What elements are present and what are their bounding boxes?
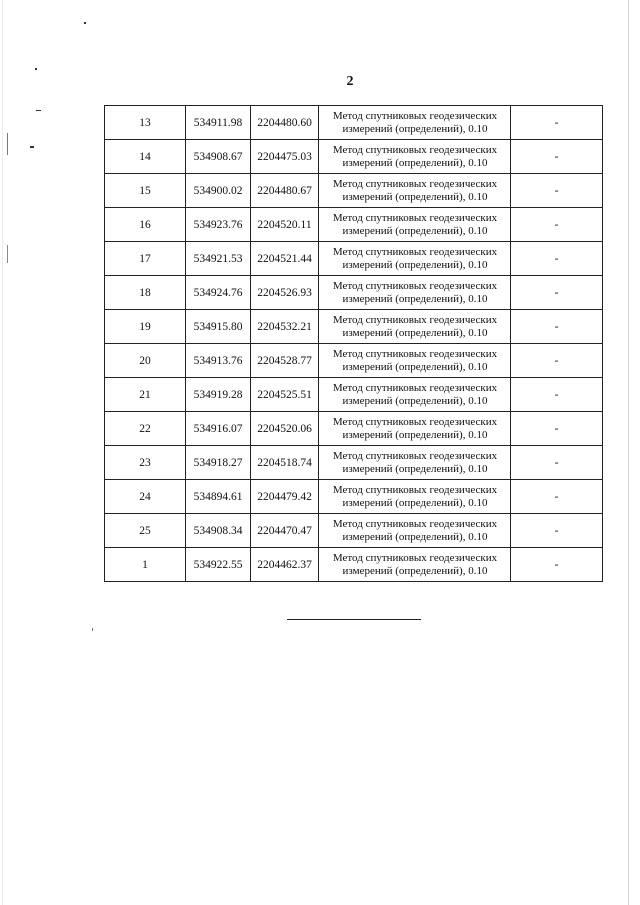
table-row (105, 412, 603, 446)
y-coordinate-cell: 2204480.67 (251, 174, 319, 208)
method-text-line: измерений (определений), 0.10 (342, 496, 488, 509)
y-coordinate-cell: 2204525.51 (251, 378, 319, 412)
point-number-cell: 18 (105, 276, 186, 310)
x-coordinate-cell: 534911.98 (186, 106, 251, 140)
y-coordinate-cell: 2204475.03 (251, 140, 319, 174)
y-coordinate-cell: 2204470.47 (251, 514, 319, 548)
x-coordinate-cell: 534923.76 (186, 208, 251, 242)
y-coordinate-cell: 2204518.74 (251, 446, 319, 480)
method-text-line: Метод спутниковых геодезических (332, 517, 498, 530)
table-row (105, 446, 603, 480)
y-coordinate-cell: 2204520.06 (251, 412, 319, 446)
table-row (105, 480, 603, 514)
method-cell (319, 140, 511, 174)
method-text-line: измерений (определений), 0.10 (342, 360, 488, 373)
description-cell: - (511, 412, 603, 446)
table-row (105, 514, 603, 548)
method-text-line: измерений (определений), 0.10 (342, 190, 488, 203)
method-text-line: измерений (определений), 0.10 (342, 530, 488, 543)
y-coordinate-cell: 2204532.21 (251, 310, 319, 344)
scan-speck (36, 110, 41, 111)
point-number-cell: 15 (105, 174, 186, 208)
method-text-line: измерений (определений), 0.10 (342, 224, 488, 237)
y-coordinate-cell: 2204528.77 (251, 344, 319, 378)
description-cell: - (511, 378, 603, 412)
table-row (105, 276, 603, 310)
table-row (105, 344, 603, 378)
y-coordinate-cell: 2204462.37 (251, 548, 319, 582)
x-coordinate-cell: 534918.27 (186, 446, 251, 480)
description-cell: - (511, 140, 603, 174)
x-coordinate-cell: 534919.28 (186, 378, 251, 412)
method-text-line: измерений (определений), 0.10 (342, 564, 488, 577)
scan-speck (92, 628, 93, 631)
description-cell: - (511, 310, 603, 344)
method-cell (319, 310, 511, 344)
method-text-line: Метод спутниковых геодезических (332, 177, 498, 190)
point-number-cell: 17 (105, 242, 186, 276)
point-number-cell: 20 (105, 344, 186, 378)
x-coordinate-cell: 534908.34 (186, 514, 251, 548)
table-row (105, 106, 603, 140)
method-text-line: Метод спутниковых геодезических (332, 279, 498, 292)
point-number-cell: 16 (105, 208, 186, 242)
scan-right-edge (628, 0, 629, 905)
table-row (105, 242, 603, 276)
x-coordinate-cell: 534924.76 (186, 276, 251, 310)
table-row (105, 310, 603, 344)
x-coordinate-cell: 534921.53 (186, 242, 251, 276)
description-cell: - (511, 480, 603, 514)
description-cell: - (511, 174, 603, 208)
method-text-line: Метод спутниковых геодезических (332, 109, 498, 122)
method-text-line: Метод спутниковых геодезических (332, 449, 498, 462)
point-number-cell: 25 (105, 514, 186, 548)
point-number-cell: 23 (105, 446, 186, 480)
description-cell: - (511, 242, 603, 276)
page-number: 2 (346, 74, 354, 89)
table-row (105, 140, 603, 174)
method-text-line: Метод спутниковых геодезических (332, 415, 498, 428)
description-cell: - (511, 208, 603, 242)
description-cell: - (511, 514, 603, 548)
method-cell (319, 378, 511, 412)
method-cell (319, 242, 511, 276)
method-cell (319, 344, 511, 378)
x-coordinate-cell: 534915.80 (186, 310, 251, 344)
y-coordinate-cell: 2204479.42 (251, 480, 319, 514)
point-number-cell: 1 (105, 548, 186, 582)
method-text-line: измерений (определений), 0.10 (342, 156, 488, 169)
point-number-cell: 24 (105, 480, 186, 514)
method-cell (319, 106, 511, 140)
scan-speck (30, 146, 34, 148)
coordinates-table-body (105, 106, 603, 582)
method-text-line: Метод спутниковых геодезических (332, 245, 498, 258)
method-text-line: измерений (определений), 0.10 (342, 326, 488, 339)
method-text-line: Метод спутниковых геодезических (332, 551, 498, 564)
method-text-line: Метод спутниковых геодезических (332, 211, 498, 224)
method-text-line: измерений (определений), 0.10 (342, 462, 488, 475)
method-text-line: измерений (определений), 0.10 (342, 394, 488, 407)
y-coordinate-cell: 2204521.44 (251, 242, 319, 276)
description-cell: - (511, 548, 603, 582)
point-number-cell: 19 (105, 310, 186, 344)
scan-speck (35, 68, 37, 70)
method-text-line: Метод спутниковых геодезических (332, 313, 498, 326)
description-cell: - (511, 446, 603, 480)
coordinates-table (104, 105, 603, 582)
description-cell: - (511, 106, 603, 140)
method-text-line: измерений (определений), 0.10 (342, 122, 488, 135)
table-row (105, 548, 603, 582)
description-cell: - (511, 276, 603, 310)
method-cell (319, 446, 511, 480)
point-number-cell: 14 (105, 140, 186, 174)
y-coordinate-cell: 2204526.93 (251, 276, 319, 310)
scan-left-edge (2, 0, 3, 905)
x-coordinate-cell: 534916.07 (186, 412, 251, 446)
y-coordinate-cell: 2204480.60 (251, 106, 319, 140)
point-number-cell: 13 (105, 106, 186, 140)
x-coordinate-cell: 534894.61 (186, 480, 251, 514)
method-cell (319, 514, 511, 548)
table-row (105, 378, 603, 412)
method-text-line: Метод спутниковых геодезических (332, 381, 498, 394)
method-cell (319, 276, 511, 310)
method-text-line: Метод спутниковых геодезических (332, 347, 498, 360)
method-text-line: измерений (определений), 0.10 (342, 258, 488, 271)
scan-speck (7, 133, 8, 155)
scan-speck (84, 22, 86, 24)
method-cell (319, 208, 511, 242)
method-text-line: Метод спутниковых геодезических (332, 483, 498, 496)
method-text-line: измерений (определений), 0.10 (342, 428, 488, 441)
x-coordinate-cell: 534900.02 (186, 174, 251, 208)
table-row (105, 208, 603, 242)
method-cell (319, 174, 511, 208)
x-coordinate-cell: 534922.55 (186, 548, 251, 582)
description-cell: - (511, 344, 603, 378)
y-coordinate-cell: 2204520.11 (251, 208, 319, 242)
method-cell (319, 548, 511, 582)
method-cell (319, 412, 511, 446)
method-text-line: Метод спутниковых геодезических (332, 143, 498, 156)
method-cell (319, 480, 511, 514)
signature-line (287, 619, 421, 620)
point-number-cell: 22 (105, 412, 186, 446)
scan-speck (7, 245, 8, 263)
x-coordinate-cell: 534913.76 (186, 344, 251, 378)
method-text-line: измерений (определений), 0.10 (342, 292, 488, 305)
table-row (105, 174, 603, 208)
point-number-cell: 21 (105, 378, 186, 412)
x-coordinate-cell: 534908.67 (186, 140, 251, 174)
